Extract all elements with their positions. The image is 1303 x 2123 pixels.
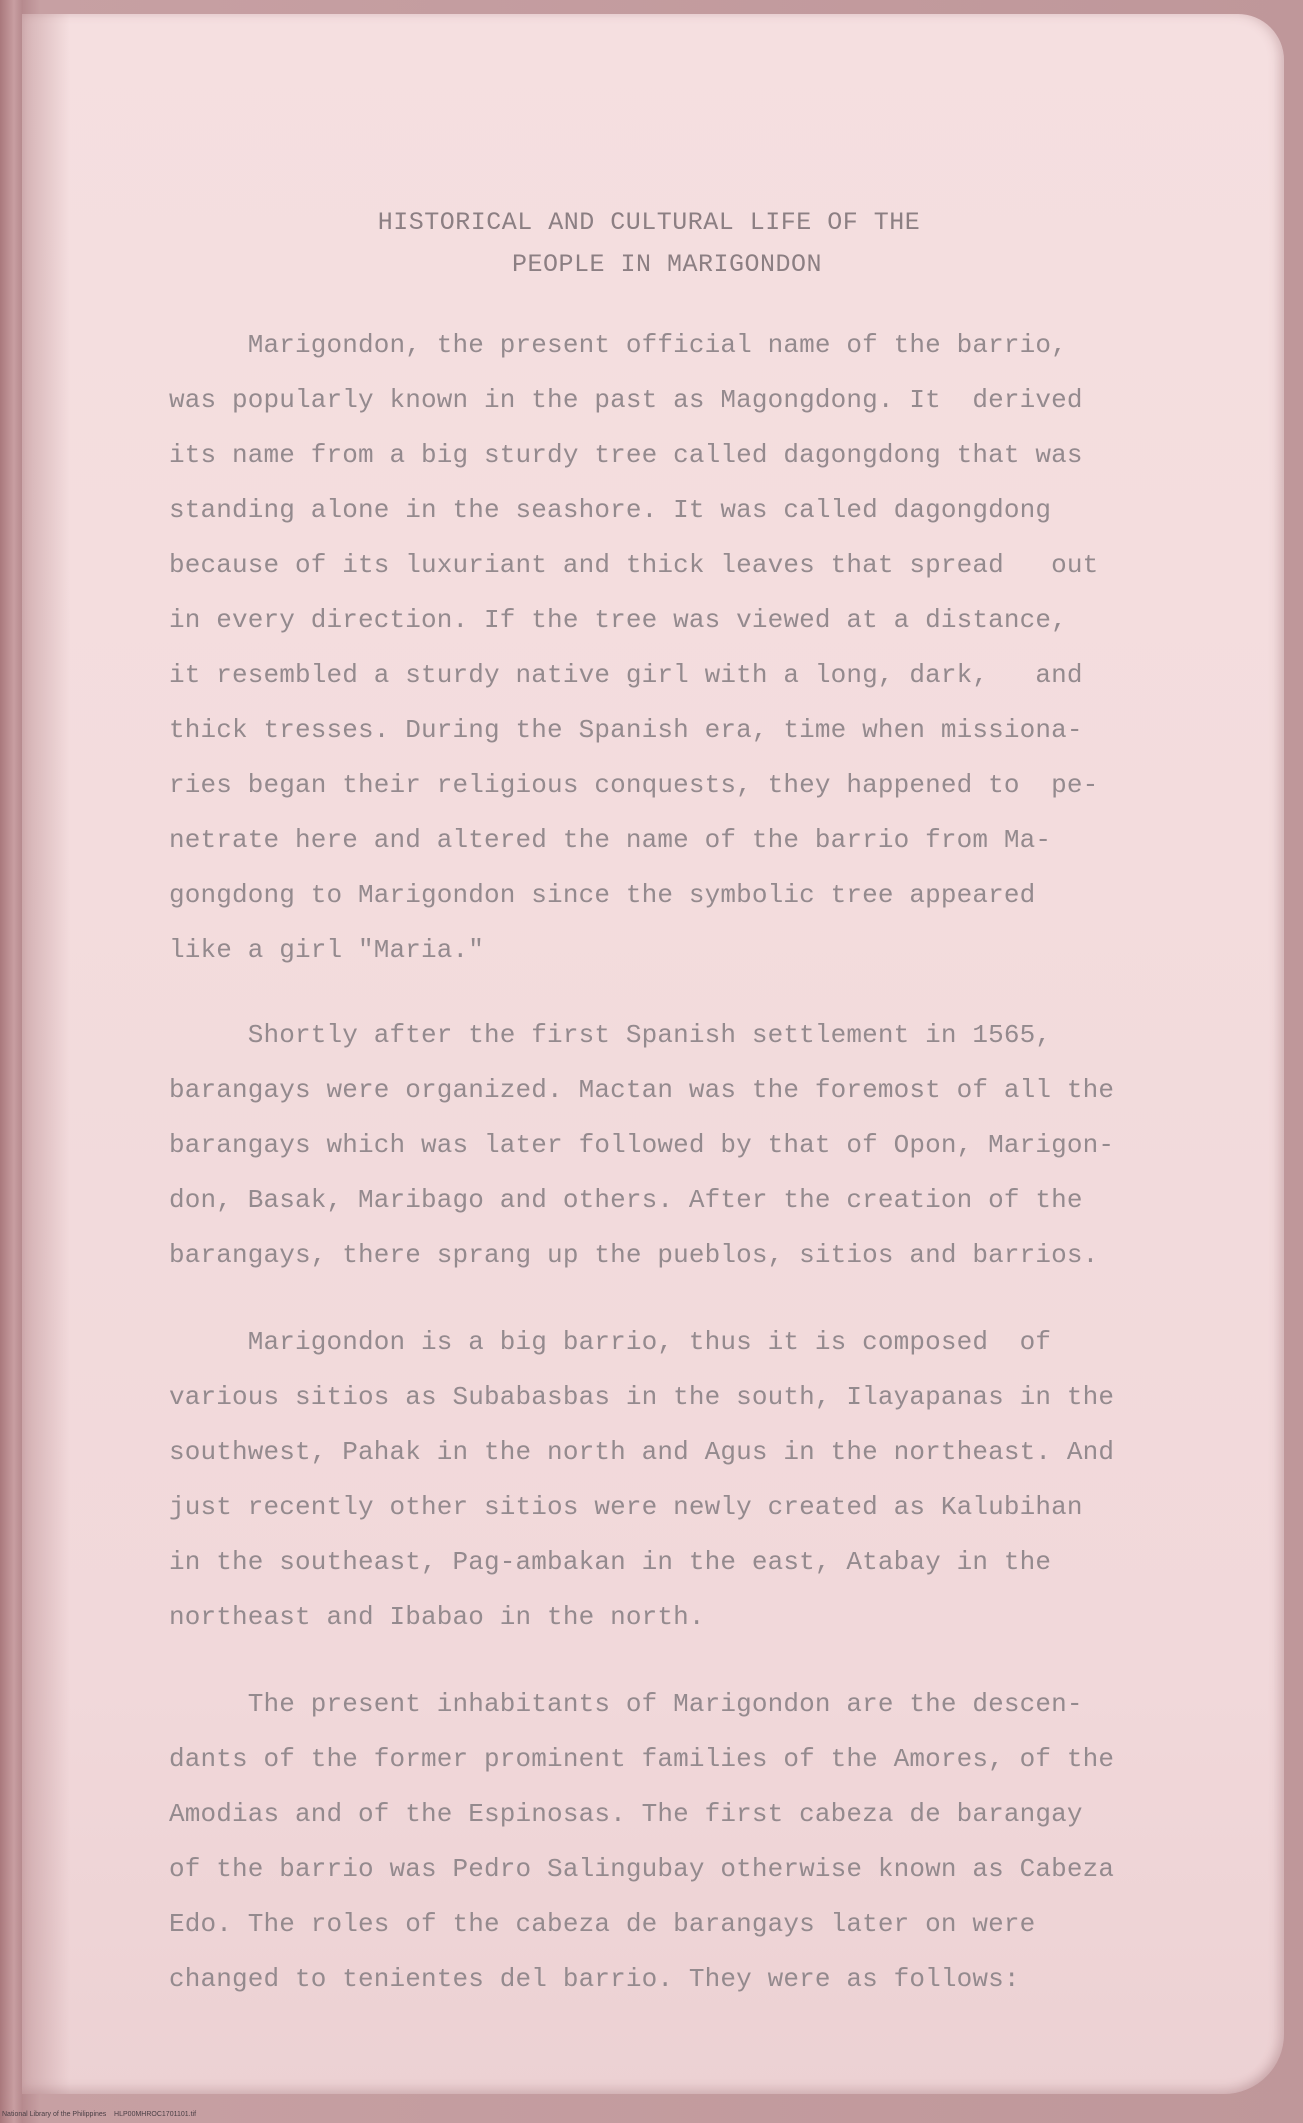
- document-page: [22, 14, 1284, 2094]
- paragraph-2-line-1: Shortly after the first Spanish settlement in 1565,: [169, 1020, 1052, 1050]
- paragraph-4-line-6: changed to tenientes del barrio. They were as follows:: [169, 1964, 1020, 1994]
- paragraph-3-line-6: northeast and Ibabao in the north.: [169, 1602, 705, 1632]
- paragraph-1-line-7: it resembled a sturdy native girl with a long, dark, and: [169, 660, 1083, 690]
- paragraph-1-line-1: Marigondon, the present official name of the barrio,: [169, 330, 1067, 360]
- paragraph-4-line-5: Edo. The roles of the cabeza de barangays later on were: [169, 1909, 1036, 1939]
- paragraph-1-line-10: netrate here and altered the name of the barrio from Ma-: [169, 825, 1052, 855]
- paragraph-1-line-8: thick tresses. During the Spanish era, time when missiona-: [169, 715, 1083, 745]
- document-title-line-1: HISTORICAL AND CULTURAL LIFE OF THE: [377, 208, 921, 237]
- paragraph-3-line-3: southwest, Pahak in the north and Agus in the northeast. And: [169, 1437, 1115, 1467]
- paragraph-1-line-2: was popularly known in the past as Magongdong. It derived: [169, 385, 1083, 415]
- paragraph-4-line-3: Amodias and of the Espinosas. The first cabeza de barangay: [169, 1799, 1083, 1829]
- paragraph-2-line-4: don, Basak, Maribago and others. After the creation of the: [169, 1185, 1083, 1215]
- paragraph-1-line-9: ries began their religious conquests, they happened to pe-: [169, 770, 1099, 800]
- document-title-line-2: PEOPLE IN MARIGONDON: [511, 250, 823, 279]
- paragraph-2-line-3: barangays which was later followed by that of Opon, Marigon-: [169, 1130, 1115, 1160]
- paragraph-1-line-12: like a girl "Maria.": [169, 935, 485, 965]
- page-edge-shadow: [22, 14, 70, 2094]
- paragraph-3-line-4: just recently other sitios were newly created as Kalubihan: [169, 1492, 1083, 1522]
- paragraph-1-line-6: in every direction. If the tree was viewed at a distance,: [169, 605, 1067, 635]
- paragraph-4-line-2: dants of the former prominent families of the Amores, of the: [169, 1744, 1115, 1774]
- paragraph-1-line-5: because of its luxuriant and thick leaves that spread out: [169, 550, 1099, 580]
- paragraph-1-line-3: its name from a big sturdy tree called dagongdong that was: [169, 440, 1083, 470]
- paragraph-2-line-5: barangays, there sprang up the pueblos, sitios and barrios.: [169, 1240, 1099, 1270]
- paragraph-4-line-4: of the barrio was Pedro Salingubay otherwise known as Cabeza: [169, 1854, 1115, 1884]
- paragraph-1-line-11: gongdong to Marigondon since the symbolic tree appeared: [169, 880, 1036, 910]
- paragraph-3-line-5: in the southeast, Pag-ambakan in the east, Atabay in the: [169, 1547, 1052, 1577]
- archive-footer-caption: National Library of the Philippines HLP00MHROC1701101.tif: [2, 2111, 197, 2118]
- paragraph-3-line-1: Marigondon is a big barrio, thus it is composed of: [169, 1327, 1052, 1357]
- paragraph-4-line-1: The present inhabitants of Marigondon are the descen-: [169, 1689, 1083, 1719]
- paragraph-1-line-4: standing alone in the seashore. It was called dagongdong: [169, 495, 1052, 525]
- paragraph-3-line-2: various sitios as Subabasbas in the south, Ilayapanas in the: [169, 1382, 1115, 1412]
- paragraph-2-line-2: barangays were organized. Mactan was the foremost of all the: [169, 1075, 1115, 1105]
